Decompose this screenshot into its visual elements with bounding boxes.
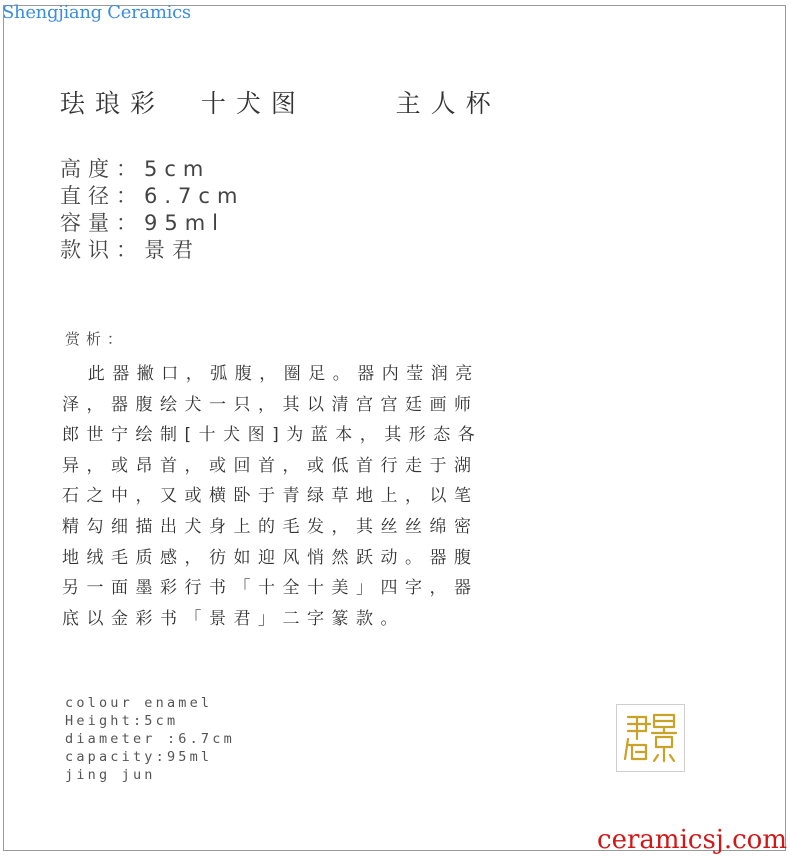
spec-mark: 款识：景君 <box>60 238 200 262</box>
appreciation-line: 泽，器腹绘犬一只，其以清宫宫廷画师 <box>62 394 479 415</box>
watermark-top: Shengjiang Ceramics <box>2 2 191 23</box>
appreciation-line: 郎世宁绘制[十犬图]为蓝本，其形态各 <box>62 425 483 446</box>
spec-list <box>60 156 244 264</box>
english-line: colour enamel <box>65 695 213 711</box>
watermark-bottom: ceramicsj.com <box>597 825 787 855</box>
appreciation-line: 地绒毛质感，彷如迎风悄然跃动。器腹 <box>62 547 479 568</box>
product-title: 珐琅彩 十犬图 主人杯 <box>60 89 501 118</box>
english-line: jing jun <box>65 767 156 783</box>
appreciation-line: 此器撇口，弧腹，圈足。器内莹润亮 <box>62 364 480 384</box>
appreciation-heading: 赏析： <box>65 330 129 348</box>
spec-height: 高度：5cm <box>60 157 211 181</box>
seal-mark <box>616 704 685 772</box>
appreciation-line: 精勾细描出犬身上的毛发，其丝丝绵密 <box>62 516 479 537</box>
appreciation-line: 异，或昂首，或回首，或低首行走于湖 <box>62 455 479 476</box>
appreciation-line: 石之中，又或横卧于青绿草地上，以笔 <box>62 486 479 507</box>
appreciation-text <box>62 359 532 634</box>
appreciation-line: 另一面墨彩行书「十全十美」四字，器 <box>62 578 479 599</box>
appreciation-line: 底以金彩书「景君」二字篆款。 <box>62 608 405 629</box>
english-line: diameter :6.7cm <box>65 731 235 747</box>
english-line: capacity:95ml <box>65 749 213 765</box>
english-line: Height:5cm <box>65 713 179 729</box>
spec-diameter: 直径：6.7cm <box>60 184 245 208</box>
spec-capacity: 容量：95ml <box>60 211 226 235</box>
seal-icon <box>622 709 680 767</box>
english-specs <box>65 694 235 784</box>
